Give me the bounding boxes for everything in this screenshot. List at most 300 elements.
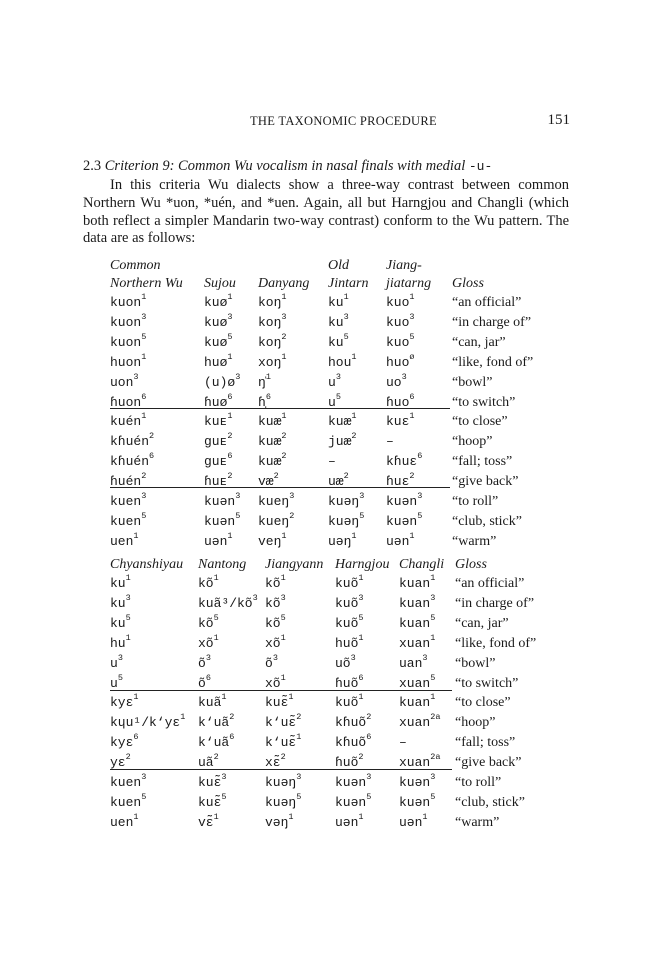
form-cell [198,714,234,732]
cell-form: kõ [198,615,214,631]
tone-superscript: 5 [409,331,415,342]
form-cell [198,632,219,653]
cell-form: vəŋ [265,814,289,830]
form-cell [335,774,371,792]
tone-superscript: 5 [213,612,219,623]
form-cell [110,632,131,653]
tone-superscript: 5 [117,672,123,683]
gloss-cell [455,714,495,732]
form-cell [399,612,436,633]
tone-superscript: 5 [358,612,364,623]
cell-form: uen [110,814,134,830]
cell-form: “in charge of” [452,314,532,330]
form-cell [258,351,287,372]
gloss-cell [452,394,515,412]
cell-form: xuan [399,675,431,691]
form-cell [110,652,123,673]
gloss-cell [455,694,511,712]
tone-superscript: 3 [358,592,364,603]
form-cell [265,632,286,653]
tone-superscript: 1 [281,530,287,541]
tone-superscript: 1 [213,573,219,583]
cell-form: õ [198,675,206,691]
form-cell [204,510,241,531]
tone-superscript: 1 [351,530,357,541]
gloss-cell [452,453,512,471]
tone-superscript: 2a [430,752,441,763]
cell-form: kuəŋ [265,794,297,810]
cell-form: u [110,655,118,671]
cell-form: “to close” [452,414,508,430]
gloss-cell [455,655,495,673]
cell-form: kuan [399,576,431,591]
cell-form: ku [110,595,126,611]
cell-form: koŋ [258,314,282,330]
column-header: Nantong [198,557,247,572]
tone-superscript: 2 [141,471,147,482]
section-number: 2.3 [83,158,102,174]
tone-superscript: 1 [141,411,147,422]
cell-form: kuɛ [386,414,410,430]
tone-superscript: 5 [430,791,436,802]
tone-superscript: 3 [430,592,436,603]
tone-superscript: 3 [235,491,241,501]
form-cell [335,632,364,653]
form-cell [386,413,415,431]
cell-form: u [328,374,336,390]
form-cell [265,575,286,593]
tone-superscript: 3 [205,652,211,663]
cell-form: kuén [110,414,142,430]
tone-superscript: 3 [141,311,147,322]
cell-form: kuɛ̃ [198,775,222,790]
cell-form: ɦuon [110,394,142,410]
form-cell [335,592,364,613]
cell-form: kuən [386,513,418,529]
form-cell [328,351,357,372]
cell-form: kɦuɛ [386,454,418,470]
form-cell [328,473,349,491]
gloss-cell [452,473,518,491]
cell-form: ɦuõ [335,755,359,771]
form-cell [258,510,295,531]
cell-form: kuo [386,295,410,310]
form-cell [258,453,287,471]
tone-superscript: 1 [265,371,271,382]
cell-form: k‘uɛ̃ [265,735,297,751]
cell-form: vɛ̃ [198,814,214,830]
column-header: jiatarng [386,276,432,291]
cell-form: ku [110,576,126,591]
tone-superscript: 1 [343,292,349,302]
gloss-cell [452,433,492,451]
column-header: Sujou [204,276,236,291]
tone-superscript: 3 [343,311,349,322]
gloss-cell [455,774,501,792]
form-cell [399,774,435,792]
tone-superscript: 6 [227,391,233,402]
form-cell [258,311,287,332]
tone-superscript: 1 [280,573,286,583]
section-title-suffix: -u- [468,159,493,174]
gloss-cell [452,314,531,332]
cell-form: “fall; toss” [452,454,513,470]
cell-form: kuəŋ [328,513,360,529]
form-cell [386,294,415,312]
form-cell [328,493,364,511]
body-paragraph [83,177,569,248]
tone-superscript: 2 [213,752,219,763]
form-cell [258,493,294,511]
cell-form: kuø [204,295,228,310]
form-cell [265,734,301,752]
cell-form: huõ [335,635,359,651]
cell-form: ɦuø [204,394,228,410]
form-cell [198,592,258,613]
form-cell [265,811,294,832]
cell-form: ku [328,314,344,330]
cell-form: “bowl” [452,374,493,390]
gloss-cell [455,595,534,613]
gloss-cell [452,513,522,531]
cell-form: kuõ [335,615,359,631]
form-cell [110,493,146,511]
gloss-cell [452,493,498,511]
cell-form: huo [386,354,410,370]
tone-superscript: 1 [180,712,186,723]
tone-superscript: 6 [205,672,211,683]
column-header: Northern Wu [110,276,183,291]
tone-superscript: 3 [422,652,428,663]
tone-superscript: 6 [366,732,372,743]
cell-form: kuən [204,513,236,529]
tone-superscript: 5 [141,510,147,521]
cell-form: kyɛ [110,735,134,751]
tone-superscript: 3 [409,311,415,322]
form-cell [399,694,435,712]
form-cell [399,652,428,673]
cell-form: kõ [265,595,281,611]
cell-form: kɦuõ [335,715,367,731]
form-cell [204,473,233,491]
form-cell [258,433,287,451]
tone-superscript: 3 [296,772,302,782]
cell-form: uəŋ [328,533,352,549]
gloss-cell [455,635,536,653]
tone-superscript: 1 [280,672,286,683]
form-cell [335,694,364,712]
form-cell [335,734,371,752]
cell-form: – [399,735,407,751]
cell-form: xuan [399,715,431,731]
cell-form: ɦuo [386,394,410,410]
tone-superscript: 5 [335,391,341,402]
cell-form: “fall; toss” [455,735,516,751]
tone-superscript: 2 [289,510,295,521]
cell-form: “club, stick” [452,513,522,529]
tone-superscript: 1 [133,692,139,703]
tone-superscript: 5 [296,791,302,802]
cell-form: “like, fond of” [455,635,537,651]
cell-form: “hoop” [455,715,496,731]
tone-superscript: 1 [141,292,147,302]
tone-superscript: 2 [227,431,233,442]
form-cell [335,714,371,732]
cell-form: “an official” [452,295,522,310]
cell-form: kuen [110,794,142,810]
cell-form: kuon [110,295,142,310]
form-cell [204,294,233,312]
form-cell [328,294,349,312]
cell-form: uon [110,374,134,390]
tone-superscript: 1 [430,692,436,703]
tone-superscript: 6 [265,391,271,402]
cell-form: xõ [265,635,281,651]
tone-superscript: 3 [417,491,423,501]
form-cell [204,493,240,511]
column-header: Gloss [455,557,487,572]
tone-superscript: 3 [252,592,258,603]
form-cell [258,413,287,431]
form-cell [258,530,287,551]
tone-superscript: 1 [409,530,415,541]
form-cell [110,510,147,531]
tone-superscript: 2 [281,331,287,342]
tone-superscript: 6 [133,732,139,743]
gloss-cell [452,533,496,551]
cell-form: kuo [386,314,410,330]
cell-form: kɦuén [110,454,150,470]
cell-form: uæ [328,474,344,490]
form-cell [204,413,233,431]
form-cell [110,714,185,732]
form-cell [265,714,301,732]
tone-superscript: 1 [358,632,364,643]
cell-form: hu [110,635,126,651]
form-cell [110,473,146,491]
form-cell [198,612,219,633]
form-cell [110,612,131,633]
form-cell [110,575,131,593]
cell-form: xõ [265,675,281,691]
gloss-cell [455,615,509,633]
cell-form: kuõ [335,576,359,591]
cell-form: guᴇ [204,434,228,450]
tone-superscript: 6 [141,391,147,402]
cell-form: veŋ [258,533,282,549]
column-header: Gloss [452,276,484,291]
tone-superscript: 1 [133,811,139,822]
form-cell [110,530,139,551]
cell-form: ku [110,615,126,631]
cell-form: “club, stick” [455,794,525,810]
form-cell [386,331,415,352]
cell-form: kuæ [258,414,282,430]
tone-superscript: 3 [125,592,131,603]
gloss-cell [455,794,525,812]
tone-superscript: 3 [335,371,341,382]
cell-form: kɥu¹/k‘yɛ [110,715,181,731]
form-cell [258,294,287,312]
form-cell [399,811,428,832]
cell-form: kuan [399,695,431,711]
form-cell [198,774,227,792]
cell-form: “bowl” [455,655,496,671]
cell-form: kuon [110,334,142,350]
tone-superscript: 3 [227,311,233,322]
cell-form: kuõ [335,695,359,711]
cell-form: “warm” [452,533,497,549]
group-divider [110,408,450,409]
tone-superscript: 2 [281,451,287,462]
cell-form: kuən [399,775,431,790]
form-cell [399,592,436,613]
cell-form: kuæ [258,454,282,470]
tone-superscript: 2 [296,712,302,723]
form-cell [110,413,146,431]
tone-superscript: 5 [430,672,436,683]
cell-form: huø [204,354,228,370]
group-divider [110,487,450,488]
form-cell [204,351,233,372]
form-cell [110,694,139,712]
tone-superscript: 2 [227,471,233,482]
tone-superscript: 6 [358,672,364,683]
form-cell [386,433,394,451]
tone-superscript: 1 [227,351,233,362]
cell-form: k‘uɛ̃ [265,715,297,731]
gloss-cell [452,294,521,312]
form-cell [110,294,146,312]
form-cell [110,331,147,352]
cell-form: kuon [110,314,142,330]
cell-form: “give back” [455,755,522,771]
tone-superscript: 1 [227,411,233,422]
tone-superscript: 2 [343,471,349,482]
cell-form: “in charge of” [455,595,535,611]
cell-form: “can, jar” [452,334,506,350]
form-cell [204,530,233,551]
cell-form: kueŋ [258,494,290,509]
form-cell [265,652,278,673]
cell-form: ku [328,295,344,310]
tone-superscript: 5 [430,612,436,623]
form-cell [204,311,233,332]
form-cell [386,493,422,511]
tone-superscript: 1 [221,692,227,703]
form-cell [335,791,372,812]
gloss-cell [452,334,506,352]
cell-form: kuõ [335,595,359,611]
tone-superscript: 1 [213,632,219,643]
cell-form: “can, jar” [455,615,509,631]
cell-form: “warm” [455,814,500,830]
form-cell [399,791,436,812]
tone-superscript: 1 [141,351,147,362]
tone-superscript: 1 [288,811,294,822]
tone-superscript: 1 [409,411,415,422]
tone-superscript: 3 [133,371,139,382]
tone-superscript: 3 [281,311,287,322]
cell-form: kuen [110,494,142,509]
tone-superscript: 3 [235,371,241,382]
gloss-cell [455,675,518,693]
cell-form: hou [328,354,352,370]
cell-form: kuã³/kõ [198,595,253,611]
tone-superscript: 2 [273,471,279,482]
cell-form: xuan [399,635,431,651]
tone-superscript: ø [409,351,415,362]
cell-form: kõ [198,576,214,591]
gloss-cell [452,354,533,372]
cell-form: uo [386,374,402,390]
form-cell [328,453,336,471]
cell-form: uən [386,533,410,549]
tone-superscript: 5 [221,791,227,802]
tone-superscript: 5 [141,791,147,802]
cell-form: kuən [399,794,431,810]
form-cell [204,331,233,352]
cell-form: ɦuõ [335,675,359,691]
cell-form: kuən [204,494,236,509]
form-cell [110,734,139,752]
cell-form: kueŋ [258,513,290,529]
column-header: Jiang- [386,258,422,273]
tone-superscript: 6 [417,451,423,462]
cell-form: kõ [265,576,281,591]
form-cell [198,734,234,752]
cell-form: “to roll” [452,494,499,509]
cell-form: koŋ [258,295,282,310]
form-cell [198,811,219,832]
tone-superscript: 5 [417,510,423,521]
cell-form: k‘uã [198,715,230,731]
tone-superscript: 1 [227,292,233,302]
cell-form: kuɛ̃ [265,695,289,711]
form-cell [386,371,407,392]
column-header: Changli [399,557,445,572]
form-cell [328,413,357,431]
tone-superscript: 2 [125,752,131,763]
group-divider [110,690,332,691]
tone-superscript: 3 [221,772,227,782]
tone-superscript: 1 [227,530,233,541]
tone-superscript: 1 [288,692,294,703]
tone-superscript: 1 [125,632,131,643]
form-cell [386,510,423,531]
column-header: Harngjou [335,557,390,572]
tone-superscript: 3 [359,491,365,501]
cell-form: “give back” [452,474,519,490]
form-cell [399,575,435,593]
form-cell [198,575,219,593]
cell-form: ɦuén [110,474,142,490]
tone-superscript: 3 [141,772,147,782]
cell-form: ɦuɛ [386,474,410,490]
section-title: Criterion 9: Common Wu vocalism in nasal finals with medial [104,158,466,174]
cell-form: kuəŋ [328,494,360,509]
form-cell [110,311,147,332]
tone-superscript: 3 [117,652,123,663]
form-cell [386,311,415,332]
form-cell [386,351,415,372]
cell-form: uən [204,533,228,549]
form-cell [265,774,301,792]
cell-form: ŋ̍ [258,374,266,390]
tone-superscript: 2 [358,752,364,763]
form-cell [258,331,287,352]
cell-form: kɦuõ [335,735,367,751]
